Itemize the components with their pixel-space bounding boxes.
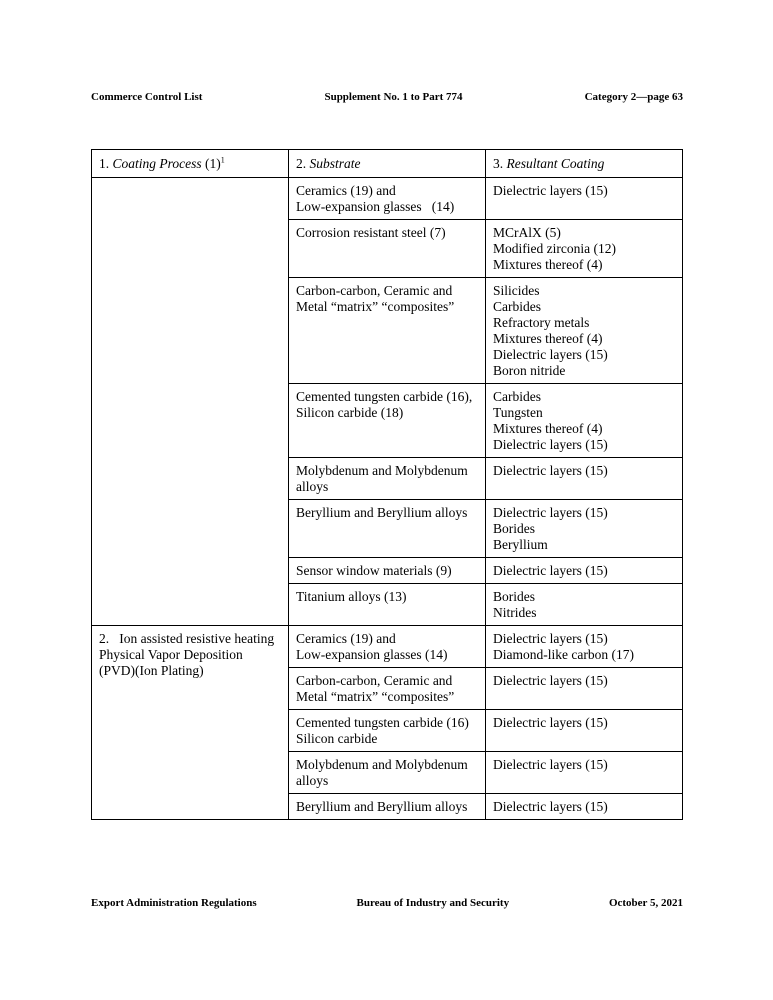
- cell-line: Ceramics (19) and: [296, 183, 396, 198]
- page-header: [91, 91, 683, 103]
- cell-line: Beryllium: [493, 537, 548, 552]
- page-footer: [91, 897, 683, 909]
- cell-line: Low-expansion glasses (14): [296, 199, 455, 214]
- cell-line: Metal “matrix” “composites”: [296, 689, 455, 704]
- cell-line: Silicides: [493, 283, 540, 298]
- resultant-coating-cell: [486, 752, 683, 794]
- resultant-coating-cell: [486, 626, 683, 668]
- substrate-cell: [289, 384, 486, 458]
- column-header-substrate: 2. Substrate: [289, 150, 486, 178]
- table-row: [92, 178, 683, 220]
- footer-regulations: Export Administration Regulations: [91, 897, 257, 909]
- cell-line: Mixtures thereof (4): [493, 421, 603, 436]
- header-supplement: Supplement No. 1 to Part 774: [324, 91, 463, 103]
- cell-line: (PVD)(Ion Plating): [99, 663, 204, 678]
- resultant-coating-cell: [486, 178, 683, 220]
- cell-line: Modified zirconia (12): [493, 241, 616, 256]
- cell-line: Beryllium and Beryllium alloys: [296, 505, 468, 520]
- cell-line: Refractory metals: [493, 315, 590, 330]
- cell-line: Silicon carbide: [296, 731, 378, 746]
- cell-line: Silicon carbide (18): [296, 405, 404, 420]
- cell-line: Dielectric layers (15): [493, 505, 608, 520]
- cell-line: Borides: [493, 589, 535, 604]
- resultant-coating-cell: [486, 794, 683, 820]
- header-title: Commerce Control List: [91, 91, 203, 103]
- cell-line: Molybdenum and Molybdenum: [296, 463, 468, 478]
- substrate-cell: [289, 558, 486, 584]
- cell-line: Borides: [493, 521, 535, 536]
- cell-line: Boron nitride: [493, 363, 566, 378]
- cell-line: Carbides: [493, 299, 541, 314]
- cell-line: Physical Vapor Deposition: [99, 647, 243, 662]
- substrate-cell: [289, 626, 486, 668]
- table-header-row: [92, 150, 683, 178]
- cell-line: Corrosion resistant steel (7): [296, 225, 446, 240]
- cell-line: Cemented tungsten carbide (16),: [296, 389, 473, 404]
- cell-line: Molybdenum and Molybdenum: [296, 757, 468, 772]
- cell-line: Dielectric layers (15): [493, 437, 608, 452]
- resultant-coating-cell: [486, 458, 683, 500]
- footer-date: October 5, 2021: [608, 897, 683, 909]
- cell-line: Low-expansion glasses (14): [296, 647, 448, 662]
- substrate-cell: [289, 710, 486, 752]
- cell-line: alloys: [296, 773, 329, 788]
- resultant-coating-cell: [486, 220, 683, 278]
- resultant-coating-cell: [486, 710, 683, 752]
- cell-line: Dielectric layers (15): [493, 715, 608, 730]
- footer-bureau: Bureau of Industry and Security: [356, 897, 510, 909]
- cell-line: Mixtures thereof (4): [493, 257, 603, 272]
- cell-line: Diamond-like carbon (17): [493, 647, 634, 662]
- cell-line: Carbon-carbon, Ceramic and: [296, 673, 453, 688]
- cell-line: Dielectric layers (15): [493, 463, 608, 478]
- cell-line: Metal “matrix” “composites”: [296, 299, 455, 314]
- cell-line: Ceramics (19) and: [296, 631, 396, 646]
- substrate-cell: [289, 794, 486, 820]
- cell-line: MCrAlX (5): [493, 225, 561, 240]
- substrate-cell: [289, 752, 486, 794]
- cell-line: Beryllium and Beryllium alloys: [296, 799, 468, 814]
- cell-line: Dielectric layers (15): [493, 799, 608, 814]
- substrate-cell: [289, 178, 486, 220]
- cell-line: Tungsten: [493, 405, 543, 420]
- cell-line: Dielectric layers (15): [493, 673, 608, 688]
- cell-line: Dielectric layers (15): [493, 347, 608, 362]
- coating-process-cell: [92, 626, 289, 820]
- cell-line: Dielectric layers (15): [493, 631, 608, 646]
- cell-line: Titanium alloys (13): [296, 589, 407, 604]
- resultant-coating-cell: [486, 668, 683, 710]
- cell-line: alloys: [296, 479, 329, 494]
- cell-line: Carbides: [493, 389, 541, 404]
- substrate-cell: [289, 500, 486, 558]
- column-header-coating-process: 1. Coating Process $(1)^1$: [92, 150, 289, 178]
- coating-process-cell: [92, 178, 289, 626]
- table-row: [92, 626, 683, 668]
- cell-line: Dielectric layers (15): [493, 757, 608, 772]
- cell-line: Sensor window materials (9): [296, 563, 452, 578]
- resultant-coating-cell: [486, 584, 683, 626]
- cell-line: Dielectric layers (15): [493, 563, 608, 578]
- header-page-number: Category 2—page 63: [584, 91, 683, 103]
- cell-line: Carbon-carbon, Ceramic and: [296, 283, 453, 298]
- cell-line: Cemented tungsten carbide (16): [296, 715, 469, 730]
- substrate-cell: [289, 668, 486, 710]
- substrate-cell: [289, 278, 486, 384]
- coating-table: [91, 149, 683, 820]
- resultant-coating-cell: [486, 278, 683, 384]
- substrate-cell: [289, 220, 486, 278]
- cell-line: Nitrides: [493, 605, 537, 620]
- resultant-coating-cell: [486, 558, 683, 584]
- substrate-cell: [289, 458, 486, 500]
- substrate-cell: [289, 584, 486, 626]
- resultant-coating-cell: [486, 500, 683, 558]
- column-header-resultant-coating: 3. Resultant Coating: [486, 150, 683, 178]
- cell-line: Mixtures thereof (4): [493, 331, 603, 346]
- cell-line: Dielectric layers (15): [493, 183, 608, 198]
- cell-line: 2. Ion assisted resistive heating: [99, 631, 275, 646]
- resultant-coating-cell: [486, 384, 683, 458]
